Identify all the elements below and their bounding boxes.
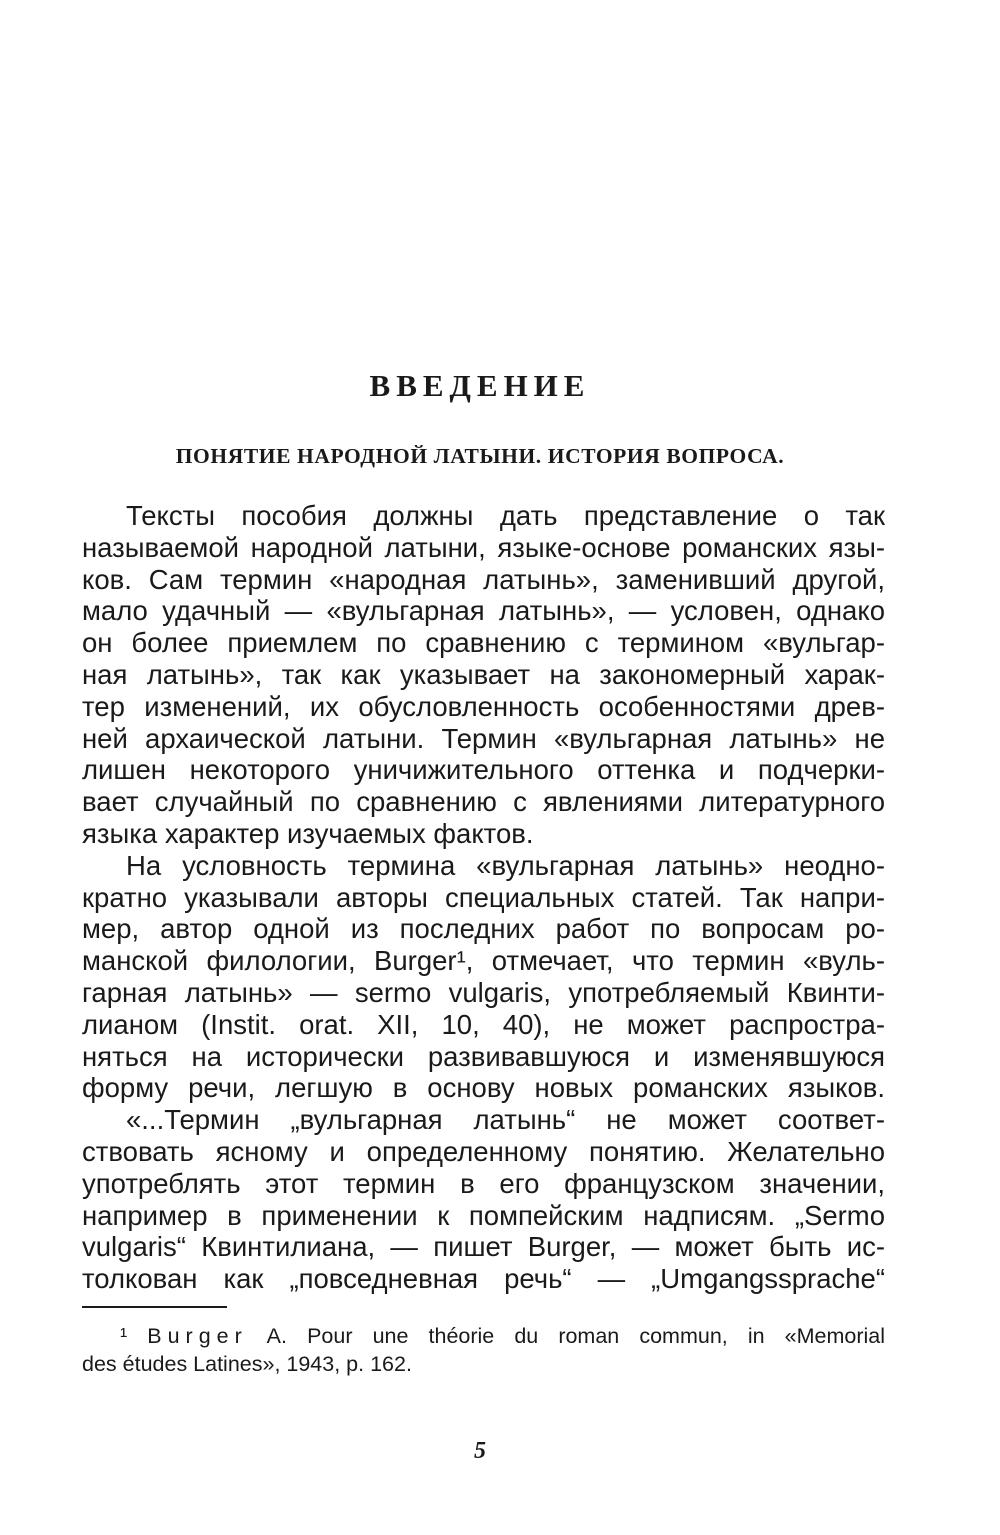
text-line: толкован как „повседневная речь“ — „Umgangssprache“	[82, 1263, 885, 1295]
body-text	[82, 500, 885, 1295]
text-line: называемой народной латыни, языке-основе романских язы-	[82, 531, 885, 563]
text-line: Тексты пособия должны дать представление о так	[126, 500, 885, 531]
text-line: ков. Сам термин «народная латынь», заменивший другой,	[82, 563, 885, 595]
section-title: ПОНЯТИЕ НАРОДНОЙ ЛАТЫНИ. ИСТОРИЯ ВОПРОСА.	[175, 444, 785, 468]
text-line: мало удачный — «вульгарная латынь», — условен, однако	[82, 595, 885, 627]
text-line: тер изменений, их обусловленность особенностями древ-	[82, 690, 885, 722]
text-line: ная латынь», так как указывает на закономерный харак-	[82, 658, 885, 690]
text-line: «...Термин „вульгарная латынь“ не может соответ-	[126, 1104, 885, 1136]
text-line: он более приемлем по сравнению с термином «вульгар-	[82, 627, 885, 659]
text-line: лианом (Instit. orat. XII, 10, 40), не может распростра-	[82, 1008, 885, 1040]
footnote-line-2: des études Latines», 1943, p. 162.	[82, 1352, 412, 1376]
text-line: няться на исторически развивавшуюся и изменявшуюся	[82, 1040, 885, 1072]
text-line: манской филологии, Burger¹, отмечает, что термин «вуль-	[82, 945, 885, 977]
text-line: лишен некоторого уничижительного оттенка и подчерки-	[82, 754, 885, 786]
footnote-author: Burger	[147, 1324, 248, 1348]
text-line: vulgaris“ Квинтилиана, — пишет Burger, — может быть ис-	[82, 1231, 885, 1263]
footnote-line-1	[82, 1322, 885, 1350]
chapter-title: ВВЕДЕНИЕ	[369, 368, 591, 403]
footnote	[82, 1322, 885, 1378]
text-line: мер, автор одной из последних работ по вопросам ро-	[82, 913, 885, 945]
text-line: ствовать ясному и определенному понятию. Желательно	[82, 1135, 885, 1167]
text-line: языка характер изучаемых фактов.	[82, 817, 534, 849]
text-line: например в применении к помпейским надписям. „Sermo	[82, 1199, 885, 1231]
text-line: ней архаической латыни. Термин «вульгарная латынь» не	[82, 722, 885, 754]
footnote-marker: ¹	[120, 1324, 128, 1348]
text-line: форму речи, легшую в основу новых романских языков.	[82, 1072, 885, 1104]
text-line: гарная латынь» — sermo vulgaris, употребляемый Квинти-	[82, 976, 885, 1008]
footnote-divider	[82, 1306, 227, 1308]
footnote-citation: A. Pour une théorie du roman commun, in «Memorial	[247, 1324, 885, 1348]
text-line: вает случайный по сравнению с явлениями литературного	[82, 786, 885, 818]
text-line: употреблять этот термин в его французском значении,	[82, 1167, 885, 1199]
page-number: 5	[474, 1438, 486, 1464]
text-line: На условность термина «вульгарная латынь» неодно-	[126, 849, 885, 881]
text-line: кратно указывали авторы специальных статей. Так напри-	[82, 881, 885, 913]
